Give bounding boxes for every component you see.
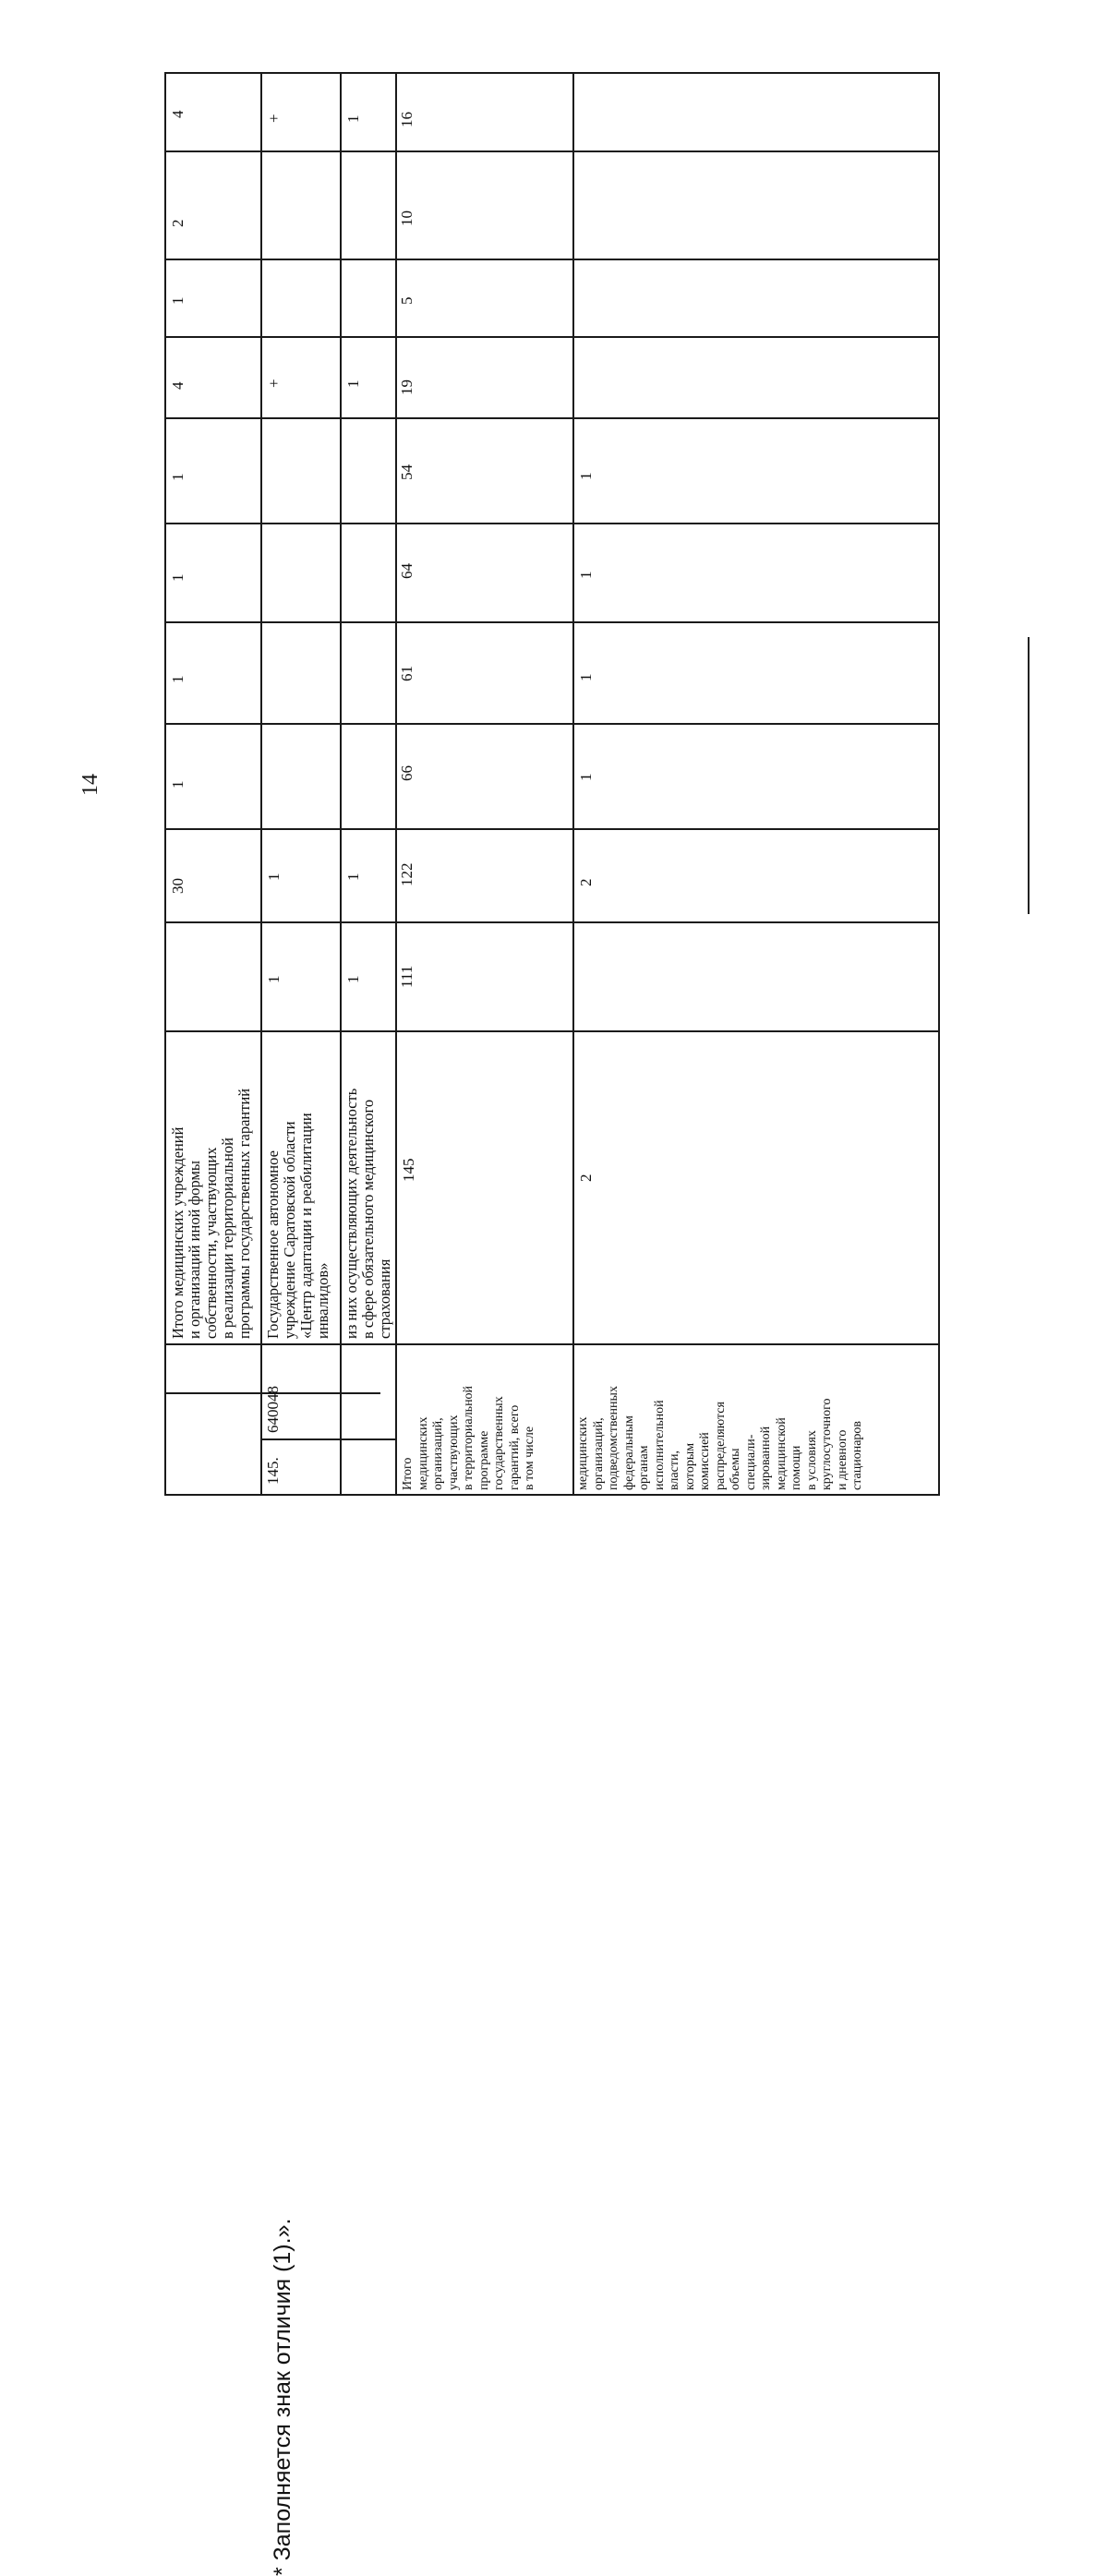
row-federal-value: 1 bbox=[577, 571, 595, 579]
row-federal-value: 1 bbox=[577, 773, 595, 781]
row-total-value: 66 bbox=[398, 765, 416, 781]
row-federal-value: 2 bbox=[577, 1174, 595, 1182]
row-total-value: 64 bbox=[398, 563, 416, 579]
row-145-value: + bbox=[265, 114, 283, 123]
row-federal-value: 1 bbox=[577, 673, 595, 681]
footnote-separator bbox=[1028, 637, 1030, 914]
row-federal-value: 1 bbox=[577, 472, 595, 480]
header-number: 2 bbox=[169, 219, 187, 227]
row-145-value: 1 bbox=[265, 975, 283, 983]
row-145-code: 640048 bbox=[264, 1386, 282, 1433]
row-total-value: 54 bbox=[398, 464, 416, 480]
row-oms-value: 1 bbox=[344, 114, 362, 123]
header-number: 1 bbox=[169, 473, 187, 481]
header-number: 1 bbox=[169, 675, 187, 683]
row-oms-value: 1 bbox=[344, 975, 362, 983]
row-total-label: Итого медицинских организаций, участвующих в территориальной программе государственных гарантий, всего в том числе bbox=[401, 1385, 536, 1490]
row-145-value: 1 bbox=[265, 873, 283, 881]
row-total-value: 145 bbox=[400, 1158, 417, 1182]
row-145-number: 145. bbox=[264, 1457, 282, 1485]
header-number: 30 bbox=[169, 878, 187, 894]
row-org-total-label: Итого медицинских учреждений и организаций иной формы собственности, участвующих в реализации территориальной программы государственных гарантий bbox=[169, 1088, 253, 1339]
row-federal-label: медицинских организаций, подведомственных федеральным органам исполнительной власти, которым комиссией распределяются объемы специали- зированной медицинской помощи в условиях круглосуточного и дневного стационаров bbox=[576, 1386, 864, 1490]
header-number: 4 bbox=[169, 110, 187, 118]
row-oms-label: из них осуществляющих деятельность в сфере обязательного медицинского страхования bbox=[343, 1088, 393, 1339]
row-total-value: 111 bbox=[398, 965, 416, 988]
header-number: 1 bbox=[169, 296, 187, 305]
row-oms-value: 1 bbox=[344, 873, 362, 881]
page-number: 14 bbox=[78, 774, 102, 796]
header-number: 1 bbox=[169, 780, 187, 788]
row-federal-value: 2 bbox=[577, 878, 595, 886]
row-total-value: 5 bbox=[398, 296, 416, 305]
header-number: 1 bbox=[169, 573, 187, 582]
row-total-value: 10 bbox=[398, 211, 416, 226]
header-number: 4 bbox=[169, 381, 187, 390]
row-145-value: + bbox=[265, 379, 283, 388]
footnote: * Заполняется знак отличия (1).». bbox=[270, 2218, 295, 2576]
row-total-value: 122 bbox=[398, 862, 416, 886]
row-oms-value: 1 bbox=[344, 379, 362, 388]
row-total-value: 16 bbox=[398, 112, 416, 127]
row-total-value: 61 bbox=[398, 666, 416, 681]
row-145-name: Государственное автономное учреждение Саратовской области «Центр адаптации и реабилитации инвалидов» bbox=[264, 1113, 331, 1339]
row-total-value: 19 bbox=[398, 379, 416, 395]
